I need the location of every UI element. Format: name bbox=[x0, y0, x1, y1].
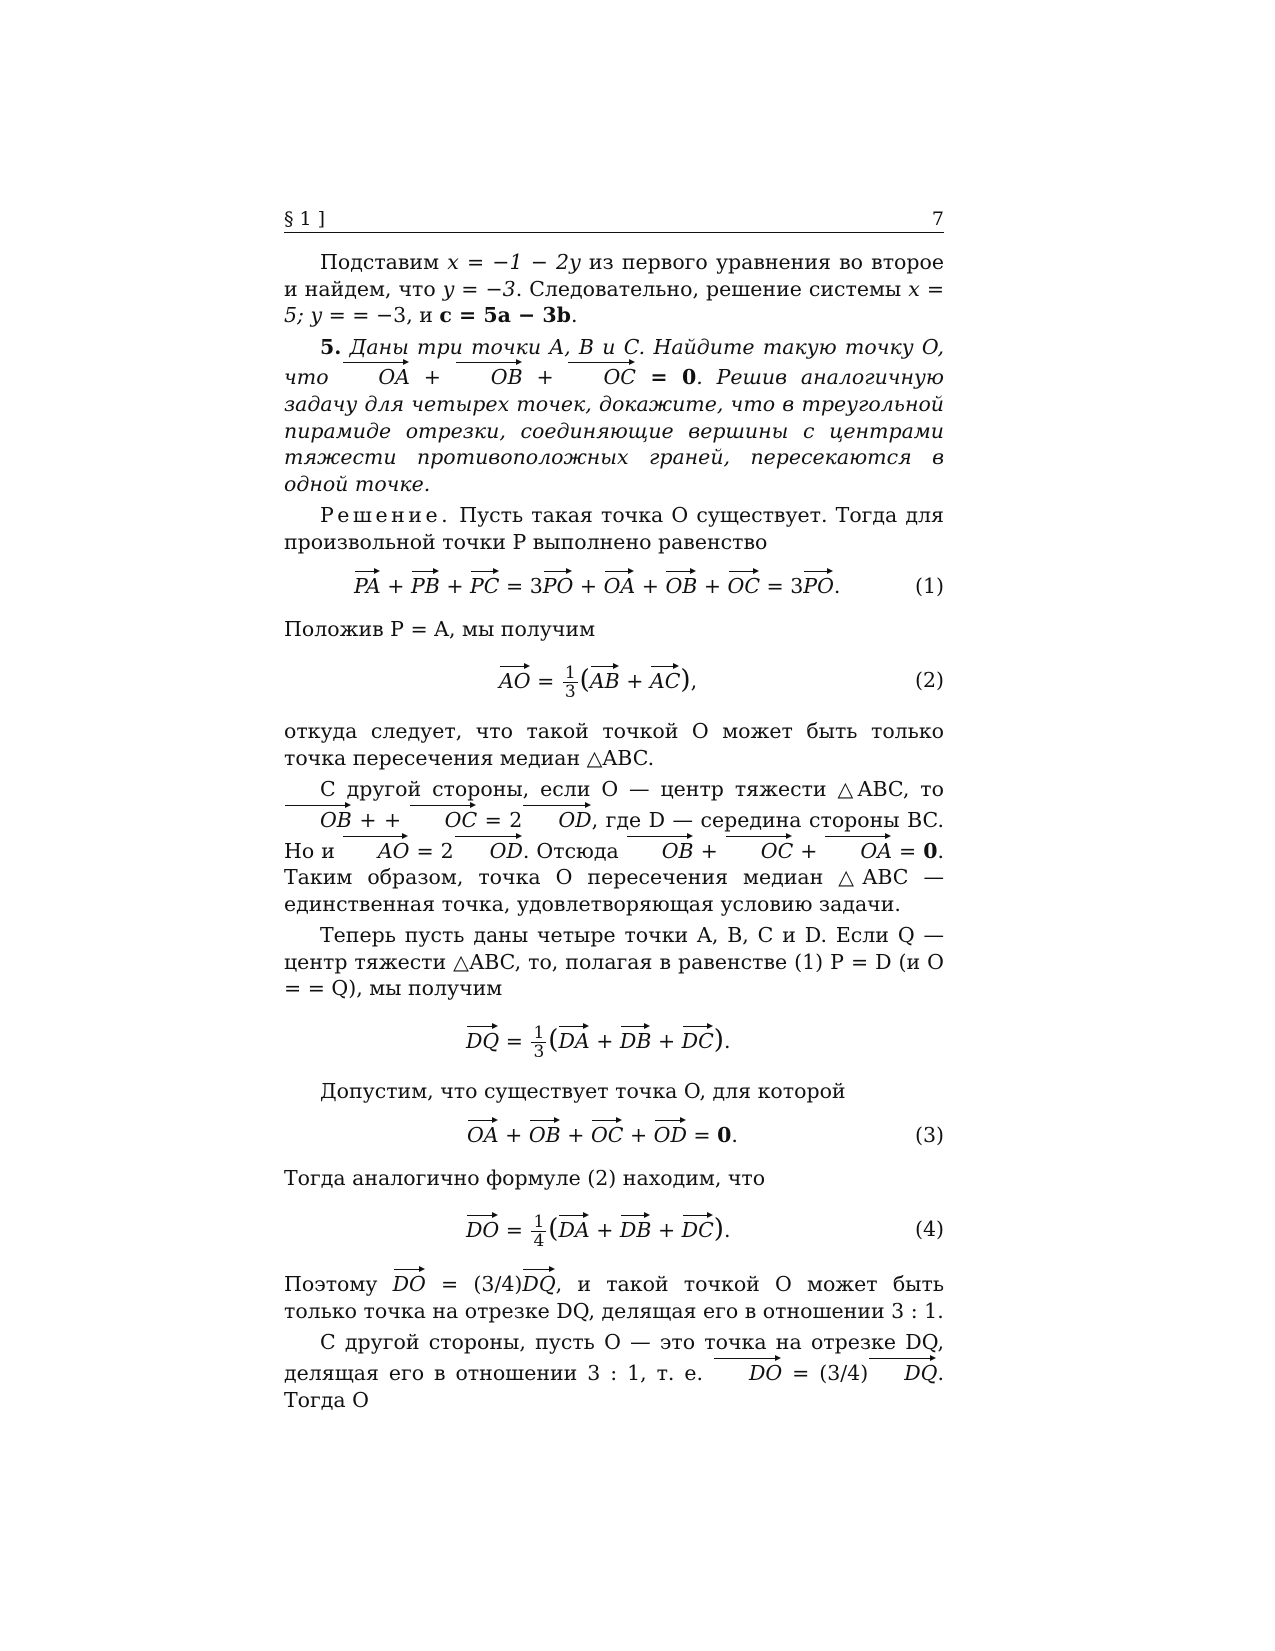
page bbox=[284, 208, 944, 1413]
problem-5-statement: 5. Даны три точки A, B и C. Найдите такую точку O, что OA + OB + OC = 0. Решив аналогичную задачу для четырех точек, докажите, что в треугольной пирамиде отрезки, соединяющие вершины с центрами тяжести противоположных граней, пересекаются в одной точке. bbox=[284, 334, 944, 496]
line-p-equals-a: Положив P = A, мы получим bbox=[284, 616, 596, 641]
paragraph-last: С другой стороны, пусть O — это точка на отрезке DQ, делящая его в отношении 3 : 1, т. е. DO = (3/4) DQ. Тогда O bbox=[284, 1330, 944, 1412]
equation-4: DO = $\frac{1}{4}$ (DA + DB + DC). (4) bbox=[284, 1201, 944, 1257]
page-number: 7 bbox=[931, 208, 944, 230]
running-header bbox=[284, 208, 944, 233]
equation-1: PA + PB + PC = 3PO + OA + OB + OC = 3PO. (1) bbox=[284, 566, 944, 606]
paragraph-therefore: Поэтому DO = (3/4)DQ, и такой точкой O может быть только точка на отрезке DQ, делящая его в отношении 3 : 1. bbox=[284, 1267, 944, 1324]
equation-dq: DQ = $\frac{1}{3}$ (DA + DB + DC). bbox=[466, 1023, 731, 1063]
equation-2: AO = $\frac{1}{3}$ (AB + AC), (2) bbox=[284, 652, 944, 708]
solution-label: Решение. bbox=[320, 503, 452, 528]
paragraph-four-points: Теперь пусть даны четыре точки A, B, C и D. Если Q — центр тяжести △ABC, то, полагая в равенстве (1) P = D (и O = = Q), мы получим bbox=[284, 923, 944, 1001]
paragraph-other-side: С другой стороны, если O — центр тяжести △ABC, то OB + + OC = 2 OD, где D — середина стороны BC. Но и AO = 2 OD. Отсюда OB + OC + OA = 0. Таким образом, точка O пересечения медиан △ABC — единственная точка, удовлетворяющая условию задачи. bbox=[284, 777, 944, 916]
problem-number: 5. bbox=[320, 334, 342, 359]
equation-number: (3) bbox=[914, 1122, 944, 1147]
line-analog: Тогда аналогично формуле (2) находим, что bbox=[284, 1165, 766, 1190]
equation-3: OA + OB + OC + OD = 0. (3) bbox=[284, 1115, 944, 1155]
equation-number: (1) bbox=[914, 573, 944, 598]
paragraph-substitution: Подставим x = −1 − 2y из первого уравнения во второе и найдем, что y = −3. Следовательно, решение системы x = 5; y = = −3, и c = 5a − 3b. bbox=[284, 250, 944, 328]
equation-number: (4) bbox=[914, 1217, 944, 1242]
line-assume: Допустим, что существует точка O, для которой bbox=[320, 1079, 846, 1104]
solution-intro: Решение. Пусть такая точка O существует. Тогда для произвольной точки P выполнено равенство bbox=[284, 503, 944, 554]
paragraph-median: откуда следует, что такой точкой O может быть только точка пересечения медиан △ABC. bbox=[284, 719, 944, 770]
section-mark: § 1 ] bbox=[284, 208, 326, 230]
equation-number: (2) bbox=[914, 668, 944, 693]
